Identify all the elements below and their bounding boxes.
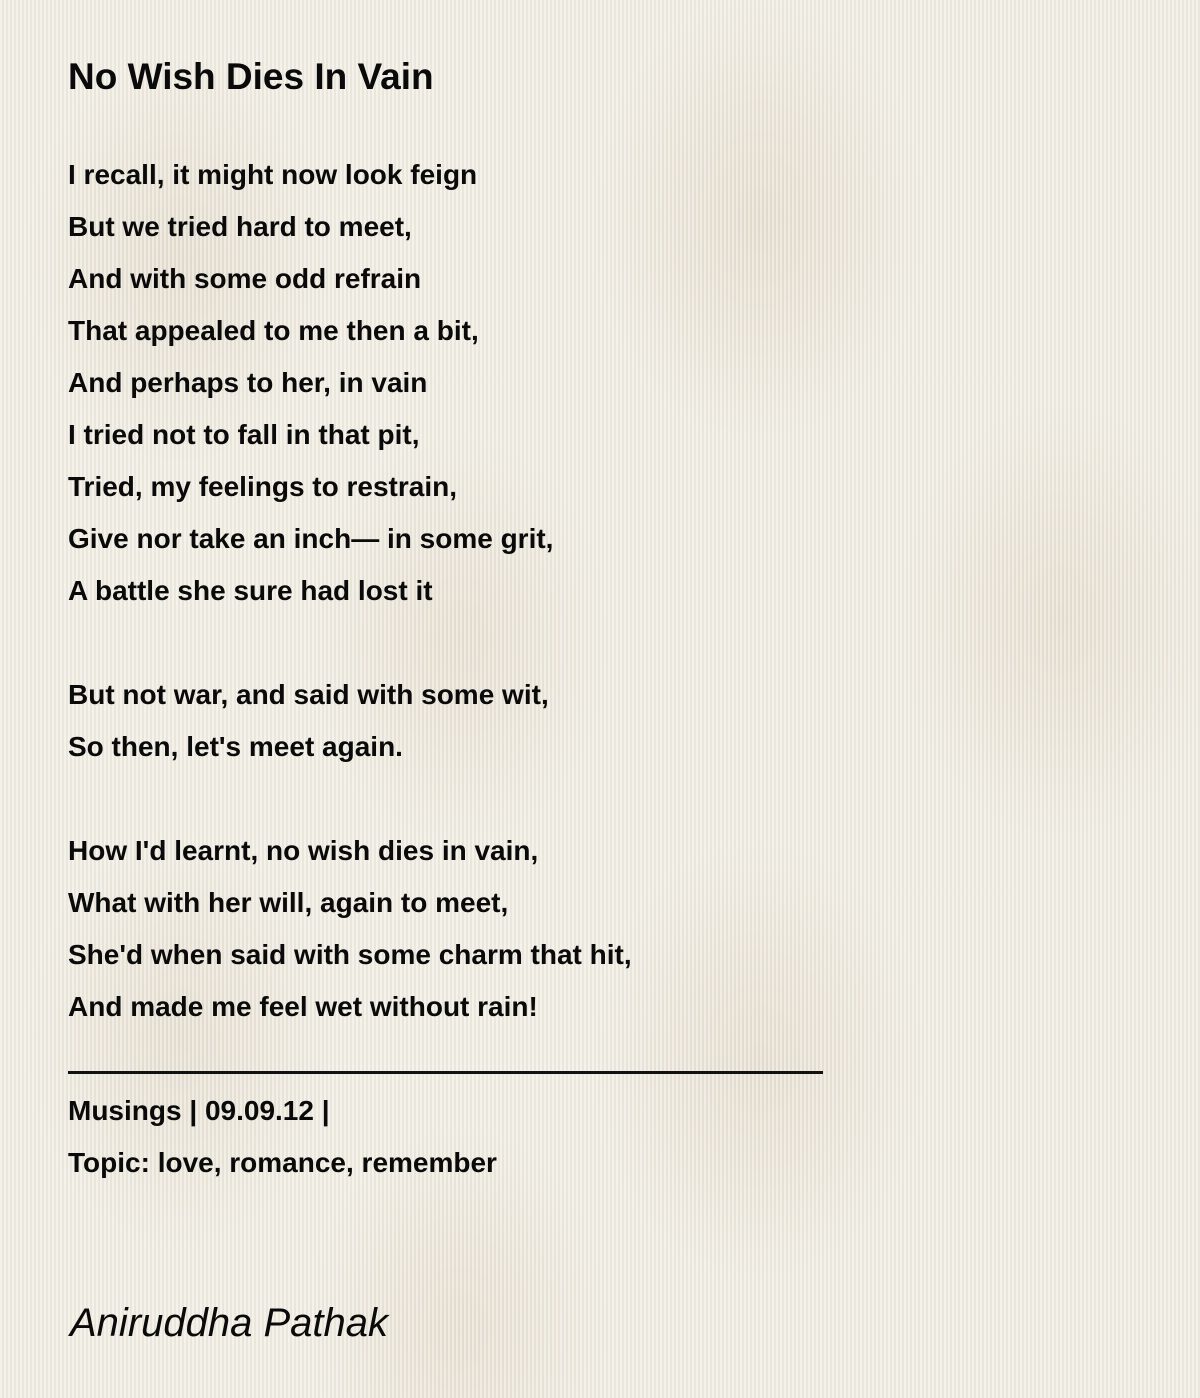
divider-line bbox=[68, 1071, 823, 1074]
poem-line: So then, let's meet again. bbox=[68, 731, 403, 762]
stanza-2 bbox=[68, 669, 632, 773]
poem-line: That appealed to me then a bit, bbox=[68, 315, 479, 346]
poem-line: And perhaps to her, in vain bbox=[68, 367, 428, 398]
stanza-3 bbox=[68, 825, 632, 1033]
poem-line: Give nor take an inch— in some grit, bbox=[68, 523, 554, 554]
poem-line: She'd when said with some charm that hit, bbox=[68, 939, 632, 970]
poem-title: No Wish Dies In Vain bbox=[68, 56, 434, 97]
poem-line: How I'd learnt, no wish dies in vain, bbox=[68, 835, 539, 866]
author-signature: Aniruddha Pathak bbox=[70, 1301, 389, 1345]
poem-line: What with her will, again to meet, bbox=[68, 887, 509, 918]
poem-body bbox=[68, 149, 632, 1033]
poem-line: And made me feel wet without rain! bbox=[68, 991, 538, 1022]
stanza-1 bbox=[68, 149, 632, 617]
poem-line: I recall, it might now look feign bbox=[68, 159, 478, 190]
poem-line: But we tried hard to meet, bbox=[68, 211, 412, 242]
poem-line: A battle she sure had lost it bbox=[68, 575, 433, 606]
poem-line: I tried not to fall in that pit, bbox=[68, 419, 420, 450]
poem-line: Tried, my feelings to restrain, bbox=[68, 471, 458, 502]
poem-meta bbox=[68, 1085, 497, 1189]
meta-line: Musings | 09.09.12 | bbox=[68, 1095, 330, 1126]
poem-line: And with some odd refrain bbox=[68, 263, 422, 294]
topic-line: Topic: love, romance, remember bbox=[68, 1147, 497, 1178]
poem-line: But not war, and said with some wit, bbox=[68, 679, 549, 710]
